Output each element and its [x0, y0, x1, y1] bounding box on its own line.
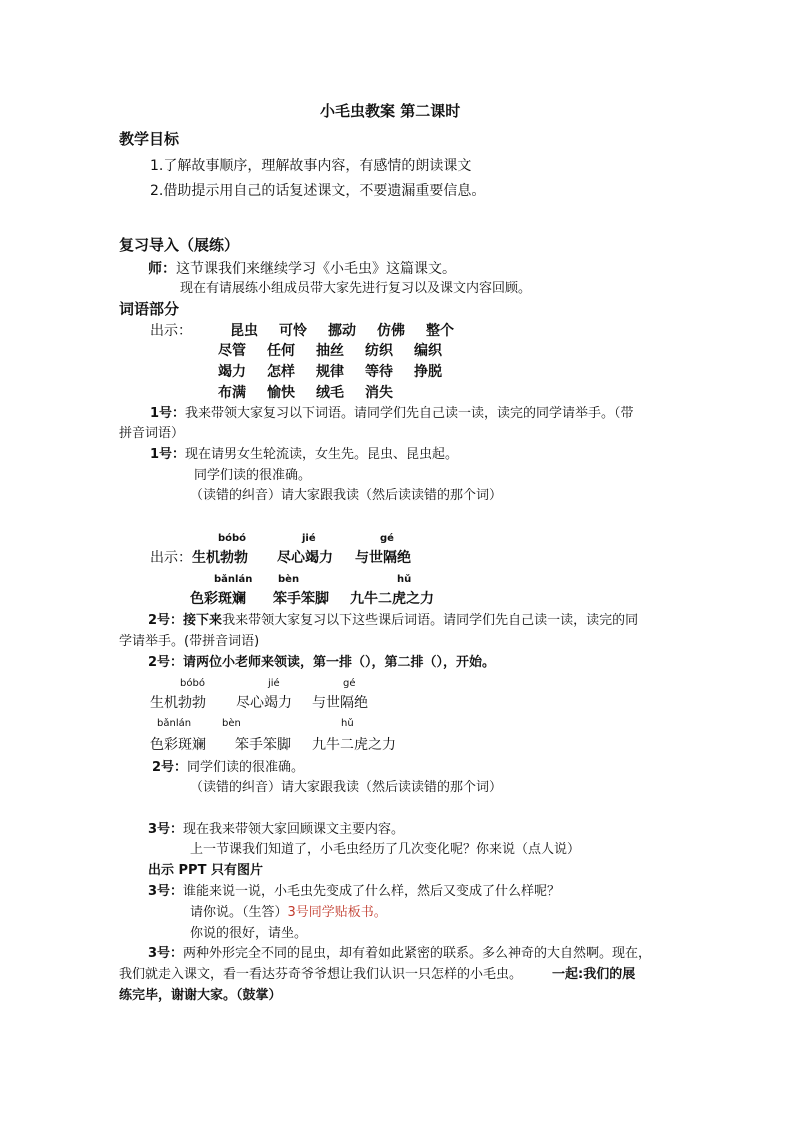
pinyin: bóbó [218, 533, 247, 544]
pinyin-word: 生机勃勃 [192, 550, 248, 566]
speaker-3-line [148, 883, 560, 901]
speaker-label: 2号： [148, 613, 184, 628]
teacher-text: 这节课我们来继续学习《小毛虫》这篇课文。 [176, 261, 456, 277]
pinyin-show-label: 出示： [150, 550, 192, 566]
speaker-label: 1号： [150, 447, 186, 462]
teacher-label: 师： [148, 261, 176, 277]
speaker-text: 两种外形完全不同的昆虫，却有着如此紧密的联系。多么神奇的大自然啊。现在， [183, 946, 652, 961]
pinyin: hǔ [341, 718, 354, 729]
vocab-row [218, 342, 463, 360]
word: 与世隔绝 [312, 695, 368, 711]
vocab-word: 任何 [267, 343, 295, 359]
pinyin: gé [380, 533, 394, 544]
teacher-line-2: 现在有请展练小组成员带大家先进行复习以及课文内容回顾。 [180, 281, 532, 296]
pinyin: bèn [222, 718, 241, 729]
speaker-label: 3号： [148, 822, 184, 837]
recap-question: 上一节课我们知道了，小毛虫经历了几次变化呢？你来说（点人说） [190, 842, 581, 857]
word: 尽心竭力 [236, 695, 292, 711]
closing-line [119, 966, 635, 984]
pinyin: jié [268, 678, 280, 689]
speaker-label: 2号： [152, 760, 188, 775]
speaker-3-line [148, 945, 651, 963]
pinyin-word: 与世隔绝 [355, 550, 411, 566]
vocab-word: 愉快 [267, 385, 295, 401]
vocab-word: 尽管 [218, 343, 246, 359]
speaker-text: 同学们读的很准确。 [187, 760, 305, 775]
speaker-text: 现在请男女生轮流读，女生先。昆虫、昆虫起。 [185, 447, 459, 462]
pinyin: bǎnlán [157, 718, 192, 729]
vocab-word: 昆虫 [230, 323, 258, 339]
pinyin-word: 色彩斑斓 [190, 591, 246, 607]
speaker-bold: 接下来 [183, 613, 223, 628]
praise-line: 你说的很好，请坐。 [190, 926, 308, 941]
speaker-text: 我来带领大家复习以下词语。请同学们先自己读一读，读完的同学请举手。（带 [185, 406, 634, 421]
ppt-line: 出示 PPT 只有图片 [148, 863, 263, 878]
speaker-2-line [148, 654, 495, 672]
word: 笨手笨脚 [235, 737, 291, 753]
vocab-word: 布满 [218, 385, 246, 401]
vocab-word: 消失 [365, 385, 393, 401]
closing-text: 我们就走入课文，看一看达芬奇爷爷想让我们认识一只怎样的小毛虫。 [119, 967, 523, 982]
vocab-row [230, 322, 475, 340]
speaker-2-line [148, 612, 638, 630]
vocab-word: 抽丝 [316, 343, 344, 359]
speaker-text: 谁能来说一说，小毛虫先变成了什么样，然后又变成了什么样呢？ [183, 884, 561, 899]
speaker-1-line [150, 405, 634, 423]
vocab-heading: 词语部分 [119, 300, 180, 318]
correction-line: （读错的纠音）请大家跟我读（然后读读错的那个词） [190, 488, 503, 503]
pinyin-word: 笨手笨脚 [273, 591, 329, 607]
closing-bold: 一起:我们的展 [552, 967, 636, 982]
vocab-row [218, 384, 414, 402]
word: 色彩斑斓 [150, 737, 206, 753]
word: 九牛二虎之力 [312, 737, 396, 753]
pinyin: bǎnlán [214, 574, 253, 585]
vocab-show-label: 出示： [150, 323, 192, 339]
pinyin-word: 九牛二虎之力 [350, 591, 434, 607]
pinyin-word: 尽心竭力 [277, 550, 333, 566]
speaker-label: 2号： [148, 655, 184, 670]
speaker-text: 我来带领大家复习以下这些课后词语。请同学们先自己读一读，读完的同 [222, 613, 639, 628]
speaker-label: 1号： [150, 406, 186, 421]
speaker-3-line [148, 821, 404, 839]
vocab-word: 整个 [426, 323, 454, 339]
goal-item: 1.了解故事顺序，理解故事内容，有感情的朗读课文 [150, 158, 472, 174]
speaker-2-line-cont: 学请举手。(带拼音词语) [119, 634, 260, 649]
vocab-row [218, 363, 463, 381]
vocab-word: 挣脱 [414, 364, 442, 380]
vocab-word: 怎样 [267, 364, 295, 380]
board-note: 3号同学贴板书。 [287, 905, 387, 920]
vocab-word: 纺织 [365, 343, 393, 359]
page-title: 小毛虫教案 第二课时 [320, 102, 461, 120]
vocab-word: 挪动 [328, 323, 356, 339]
vocab-word: 仿佛 [377, 323, 405, 339]
praise-line: 同学们读的很准确。 [194, 468, 312, 483]
answer-line [190, 904, 387, 922]
speaker-1-line [150, 446, 458, 464]
pinyin: hǔ [397, 574, 412, 585]
speaker-label: 3号： [148, 884, 184, 899]
review-heading: 复习导入（展练） [119, 236, 240, 254]
vocab-word: 等待 [365, 364, 393, 380]
pinyin: bèn [278, 574, 300, 585]
pinyin: bóbó [180, 678, 205, 689]
speaker-text: 现在我来带领大家回顾课文主要内容。 [183, 822, 405, 837]
goals-heading: 教学目标 [119, 130, 180, 148]
speaker-2-line [152, 759, 304, 777]
teacher-line [148, 260, 456, 278]
speaker-text: 请两位小老师来领读，第一排（），第二排（），开始。 [183, 655, 496, 670]
word: 生机勃勃 [150, 695, 206, 711]
pinyin: gé [343, 678, 356, 689]
correction-line: （读错的纠音）请大家跟我读（然后读读错的那个词） [190, 780, 503, 795]
goal-item: 2.借助提示用自己的话复述课文，不要遗漏重要信息。 [150, 183, 486, 199]
speaker-label: 3号： [148, 946, 184, 961]
pinyin: jié [302, 533, 316, 544]
speaker-1-line-cont: 拼音词语） [119, 426, 185, 441]
answer-text: 请你说。（生答） [190, 905, 288, 920]
closing-line-end: 练完毕，谢谢大家。（鼓掌） [119, 988, 282, 1003]
vocab-word: 编织 [414, 343, 442, 359]
vocab-word: 可怜 [279, 323, 307, 339]
vocab-word: 绒毛 [316, 385, 344, 401]
vocab-word: 规律 [316, 364, 344, 380]
vocab-word: 竭力 [218, 364, 246, 380]
